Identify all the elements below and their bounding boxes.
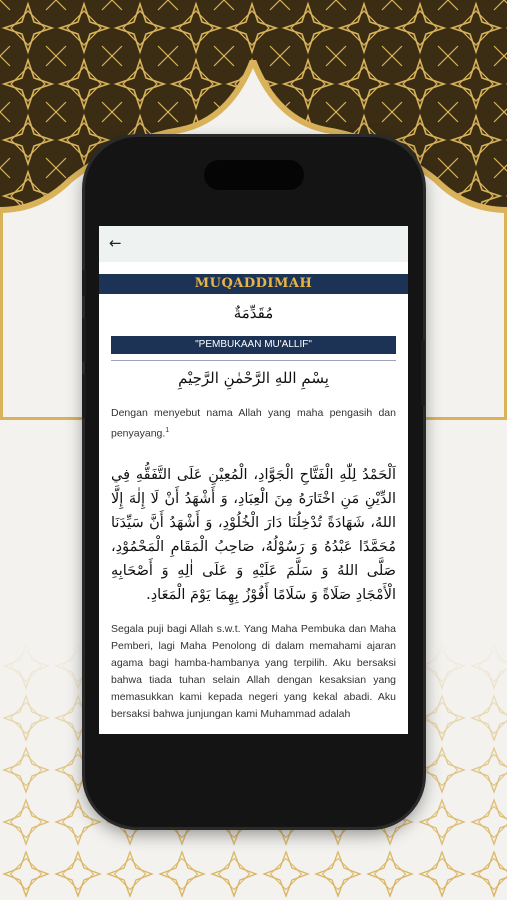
arabic-title: مُقَدِّمَةٌ [233,304,274,322]
app-bar [99,226,408,262]
intro-paragraph [111,405,396,443]
arrow-left-icon[interactable]: ← [109,234,122,252]
phone-power-button [421,340,425,406]
footnote-marker[interactable]: 1 [165,427,170,434]
intro-text: Dengan menyebut nama Allah yang maha pengasih dan penyayang. [111,407,396,440]
phone-volume-down [82,374,86,418]
basmala: بِسْمِ اللهِ الرَّحْمٰنِ الرَّحِيْمِ [178,369,329,387]
app-screen [99,226,408,734]
reader-content[interactable] [99,274,408,723]
arabic-paragraph: اَلْحَمْدُ لِلّٰهِ الْفَتَّاحِ الْجَوَّادِ، الْمُعِيْنِ عَلَى التَّفَقُّهِ فِي الدِّيْنِ مَنِ اخْتَارَهُ مِنَ الْعِبَادِ، وَ أَشْهَدُ أَنْ لَا إِلٰهَ إِلَّا اللهُ، شَهَادَةً تُدْخِلُنَا دَارَ الْخُلُوْدِ، وَ أَشْهَدُ أَنَّ سَيِّدَنَا مُحَمَّدًا عَبْدُهُ وَ رَسُوْلُهُ، صَاحِبُ الْمَقَامِ الْمَحْمُوْدِ، صَلَّى اللهُ وَ سَلَّمَ عَلَيْهِ وَ عَلَى اٰلِهِ وَ أَصْحَابِهِ الْأَمْجَادِ صَلَاةً وَ سَلَامًا أَفُوْزُ بِهِمَا يَوْمَ الْمَعَادِ. [111,466,396,603]
dynamic-island [204,160,304,190]
section-heading: "PEMBUKAAN MU'ALLIF" [111,336,396,354]
phone-volume-up [82,318,86,362]
page-title: MUQADDIMAH [99,274,408,294]
phone-action-button [82,270,86,296]
translation-paragraph: Segala puji bagi Allah s.w.t. Yang Maha Pembuka dan Maha Pemberi, lagi Maha Penolong di dalam memahami ajaran agama bagi hamba-hambanya yang terpilih. Aku bersaksi bahwa tiada tuhan selain Allah dengan kesaksian yang memasukkan kami kepada negeri yang kekal abadi. Aku bersaksi bahwa junjungan kami Muhammad adalah [111,622,396,720]
divider [111,360,396,361]
